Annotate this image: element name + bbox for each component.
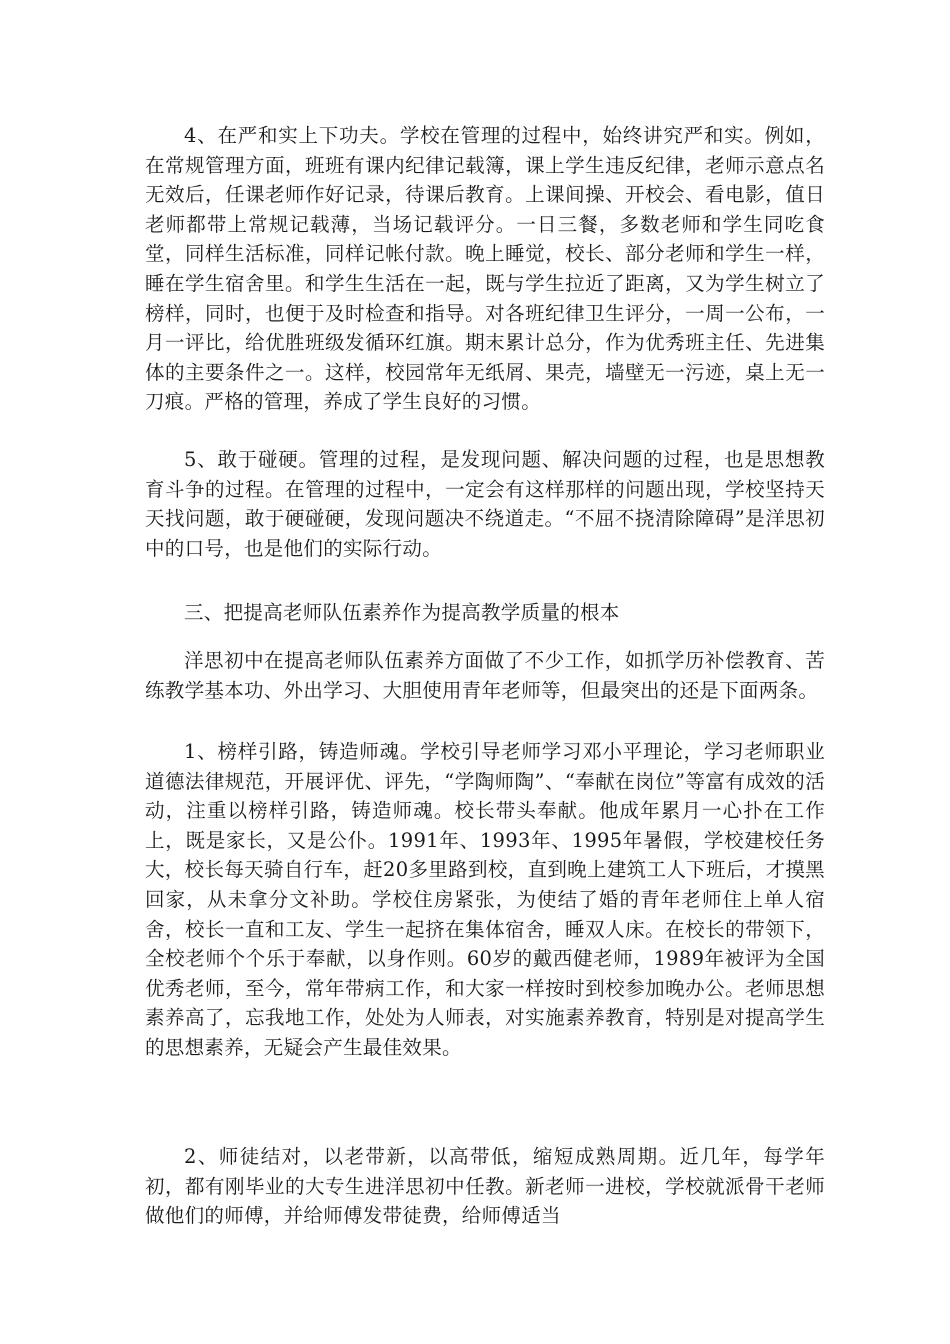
- paragraph-strict-management: 4、在严和实上下功夫。学校在管理的过程中，始终讲究严和实。例如，在常规管理方面，班班有课内纪律记载簿，课上学生违反纪律，老师示意点名无效后，任课老师作好记录，待课后教育。上课间操、开校会、看电影，值日老师都带上常规记载薄，当场记载评分。一日三餐，多数老师和学生同吃食堂，同样生活标准，同样记帐付款。晚上睡觉，校长、部分老师和学生一样，睡在学生宿舍里。和学生生活在一起，既与学生拉近了距离，又为学生树立了榜样，同时，也便于及时检查和指导。对各班纪律卫生评分，一周一公布，一月一评比，给优胜班级发循环红旗。期末累计总分，作为优秀班主任、先进集体的主要条件之一。这样，校园常年无纸屑、果壳，墙壁无一污迹，桌上无一刀痕。严格的管理，养成了学生良好的习惯。: [145, 124, 825, 414]
- section-heading-teacher-quality: 三、把提高老师队伍素养作为提高教学质量的根本: [184, 601, 620, 624]
- paragraph-role-model: 1、榜样引路，铸造师魂。学校引导老师学习邓小平理论，学习老师职业道德法律规范，开展评优、评先，“学陶师陶”、“奉献在岗位”等富有成效的活动，注重以榜样引路，铸造师魂。校长带头奉献。他成年累月一心扑在工作上，既是家长，又是公仆。1991年、1993年、1995年暑假，学校建校任务大，校长每天骑自行车，赶20多里路到校，直到晚上建筑工人下班后，才摸黑回家，从未拿分文补助。学校住房紧张，为使结了婚的青年老师住上单人宿舍，校长一直和工友、学生一起挤在集体宿舍，睡双人床。在校长的带领下，全校老师个个乐于奉献，以身作则。60岁的戴西健老师，1989年被评为全国优秀老师，至今，常年带病工作，和大家一样按时到校参加晚办公。老师思想素养高了，忘我地工作，处处为人师表，对实施素养教育，特别是对提高学生的思想素养，无疑会产生最佳效果。: [145, 740, 825, 1059]
- paragraph-mentorship: 2、师徒结对，以老带新，以高带低，缩短成熟周期。近几年，每学年初，都有刚毕业的大专生进洋思初中任教。新老师一进校，学校就派骨干老师做他们的师傅，并给师傅发带徒费，给师傅适当: [145, 1145, 825, 1228]
- paragraph-dare-to-face-hardship: 5、敢于碰硬。管理的过程，是发现问题、解决问题的过程，也是思想教育斗争的过程。在管理的过程中，一定会有这样那样的问题出现，学校坚持天天找问题，敢于硬碰硬，发现问题决不绕道走。“不屈不挠清除障碍”是洋思初中的口号，也是他们的实际行动。: [145, 448, 825, 560]
- paragraph-teacher-quality-intro: 洋思初中在提高老师队伍素养方面做了不少工作，如抓学历补偿教育、苦练教学基本功、外出学习、大胆使用青年老师等，但最突出的还是下面两条。: [145, 649, 825, 702]
